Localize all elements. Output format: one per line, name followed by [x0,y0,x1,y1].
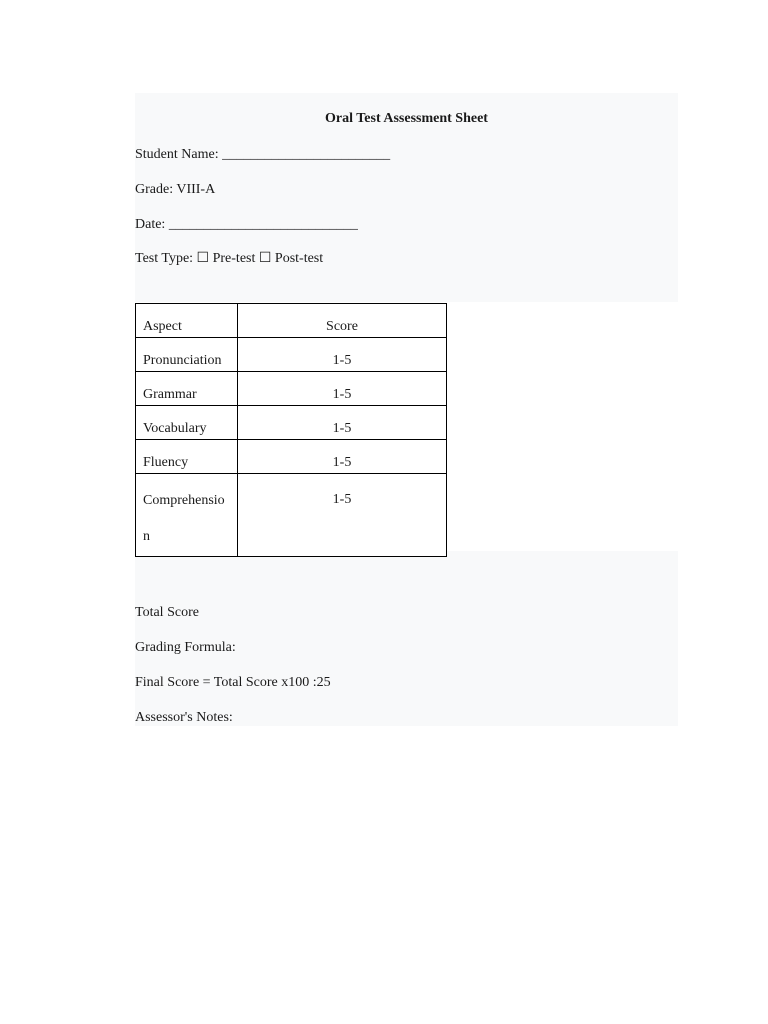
table-header-row [136,304,447,338]
aspect-cell: Vocabulary [136,406,238,440]
score-cell: 1-5 [238,372,447,406]
date-field: Date: ___________________________ [135,217,358,232]
final-score-formula: Final Score = Total Score x100 :25 [135,675,331,690]
total-score-label: Total Score [135,605,199,620]
table-row [136,372,447,406]
grading-formula-label: Grading Formula: [135,640,236,655]
table-row [136,440,447,474]
aspect-cell: Pronunciation [136,338,238,372]
score-cell: 1-5 [238,440,447,474]
aspect-cell: Grammar [136,372,238,406]
document-title: Oral Test Assessment Sheet [325,111,488,126]
header-aspect: Aspect [136,304,238,338]
test-type-field: Test Type: ☐ Pre-test ☐ Post-test [135,251,324,266]
score-cell: 1-5 [238,406,447,440]
assessment-table [135,303,447,557]
aspect-cell: Fluency [136,440,238,474]
table-row [136,338,447,372]
table-row [136,406,447,440]
score-cell: 1-5 [238,338,447,372]
aspect-cell: Comprehension [136,474,238,557]
assessor-notes-label: Assessor's Notes: [135,710,233,725]
table-row [136,474,447,557]
score-cell: 1-5 [238,474,447,557]
grade-field: Grade: VIII-A [135,182,216,197]
header-score: Score [238,304,447,338]
student-name-field: Student Name: ________________________ [135,147,391,162]
